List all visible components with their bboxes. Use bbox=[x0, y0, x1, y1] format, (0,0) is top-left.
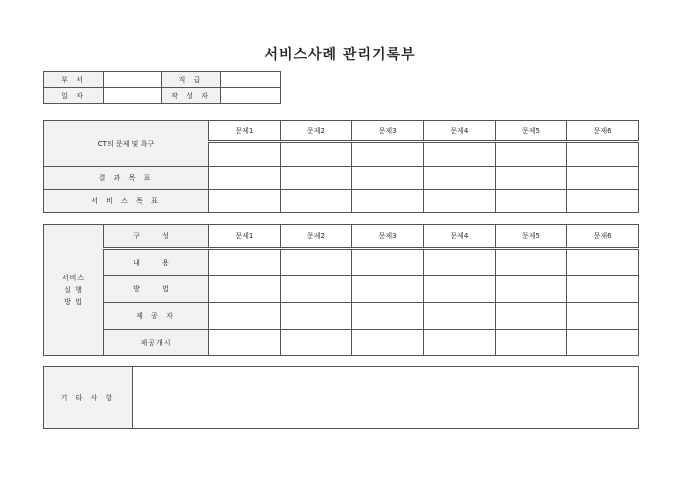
needs-cell[interactable] bbox=[495, 142, 567, 167]
result-cell[interactable] bbox=[495, 167, 567, 190]
ct-table bbox=[43, 120, 639, 213]
method-cell[interactable] bbox=[280, 276, 352, 303]
needs-cell[interactable] bbox=[567, 142, 639, 167]
content-cell[interactable] bbox=[209, 249, 281, 276]
date-label: 일 자 bbox=[44, 88, 104, 104]
start-cell[interactable] bbox=[567, 330, 639, 356]
etc-label: 기 타 사 항 bbox=[44, 367, 133, 429]
problem-header: 문제4 bbox=[423, 121, 495, 142]
needs-cell[interactable] bbox=[352, 142, 424, 167]
rank-value[interactable] bbox=[221, 72, 281, 88]
content-label: 내 용 bbox=[104, 249, 209, 276]
method-cell[interactable] bbox=[209, 276, 281, 303]
method-cell[interactable] bbox=[352, 276, 424, 303]
problem-header: 문제6 bbox=[567, 121, 639, 142]
service-goal-label: 서 비 스 목 표 bbox=[44, 190, 209, 213]
service-goal-cell[interactable] bbox=[280, 190, 352, 213]
provider-cell[interactable] bbox=[280, 303, 352, 330]
problem-header: 문제3 bbox=[352, 225, 424, 249]
start-cell[interactable] bbox=[280, 330, 352, 356]
provider-cell[interactable] bbox=[209, 303, 281, 330]
service-method-label-line: 실 행 bbox=[64, 286, 83, 294]
content-cell[interactable] bbox=[280, 249, 352, 276]
structure-label: 구 성 bbox=[104, 225, 209, 249]
result-goal-label: 결 과 목 표 bbox=[44, 167, 209, 190]
etc-cell[interactable] bbox=[133, 367, 639, 429]
service-goal-cell[interactable] bbox=[495, 190, 567, 213]
needs-cell[interactable] bbox=[423, 142, 495, 167]
problem-header: 문제1 bbox=[209, 121, 281, 142]
problem-header: 문제5 bbox=[495, 225, 567, 249]
method-cell[interactable] bbox=[567, 276, 639, 303]
date-value[interactable] bbox=[104, 88, 162, 104]
method-cell[interactable] bbox=[423, 276, 495, 303]
provider-label: 제 공 자 bbox=[104, 303, 209, 330]
writer-value[interactable] bbox=[221, 88, 281, 104]
problem-header: 문제4 bbox=[423, 225, 495, 249]
service-method-label bbox=[44, 225, 104, 356]
service-table bbox=[43, 224, 639, 356]
start-cell[interactable] bbox=[423, 330, 495, 356]
problem-header: 문제2 bbox=[280, 225, 352, 249]
problem-header: 문제5 bbox=[495, 121, 567, 142]
content-cell[interactable] bbox=[352, 249, 424, 276]
needs-cell[interactable] bbox=[280, 142, 352, 167]
content-cell[interactable] bbox=[567, 249, 639, 276]
service-goal-cell[interactable] bbox=[423, 190, 495, 213]
needs-cell[interactable] bbox=[209, 142, 281, 167]
result-cell[interactable] bbox=[352, 167, 424, 190]
service-goal-cell[interactable] bbox=[567, 190, 639, 213]
provider-cell[interactable] bbox=[423, 303, 495, 330]
needs-label: CT의 문제 및 욕구 bbox=[44, 121, 209, 167]
service-method-label-line: 방 법 bbox=[64, 298, 83, 306]
method-label: 방 법 bbox=[104, 276, 209, 303]
method-cell[interactable] bbox=[495, 276, 567, 303]
provider-cell[interactable] bbox=[352, 303, 424, 330]
content-cell[interactable] bbox=[495, 249, 567, 276]
provider-cell[interactable] bbox=[567, 303, 639, 330]
problem-header: 문제2 bbox=[280, 121, 352, 142]
rank-label: 직 급 bbox=[162, 72, 221, 88]
service-goal-cell[interactable] bbox=[209, 190, 281, 213]
result-cell[interactable] bbox=[280, 167, 352, 190]
content-cell[interactable] bbox=[423, 249, 495, 276]
info-table bbox=[43, 71, 281, 104]
start-cell[interactable] bbox=[209, 330, 281, 356]
service-goal-cell[interactable] bbox=[352, 190, 424, 213]
problem-header: 문제1 bbox=[209, 225, 281, 249]
start-cell[interactable] bbox=[495, 330, 567, 356]
provider-cell[interactable] bbox=[495, 303, 567, 330]
problem-header: 문제6 bbox=[567, 225, 639, 249]
result-cell[interactable] bbox=[423, 167, 495, 190]
dept-label: 부 서 bbox=[44, 72, 104, 88]
service-method-label-line: 서비스 bbox=[61, 274, 86, 282]
writer-label: 작 성 자 bbox=[162, 88, 221, 104]
result-cell[interactable] bbox=[209, 167, 281, 190]
result-cell[interactable] bbox=[567, 167, 639, 190]
problem-header: 문제3 bbox=[352, 121, 424, 142]
start-cell[interactable] bbox=[352, 330, 424, 356]
etc-table bbox=[43, 366, 639, 429]
page-title: 서비스사례 관리기록부 bbox=[264, 47, 416, 63]
dept-value[interactable] bbox=[104, 72, 162, 88]
start-label: 제공개시 bbox=[104, 330, 209, 356]
